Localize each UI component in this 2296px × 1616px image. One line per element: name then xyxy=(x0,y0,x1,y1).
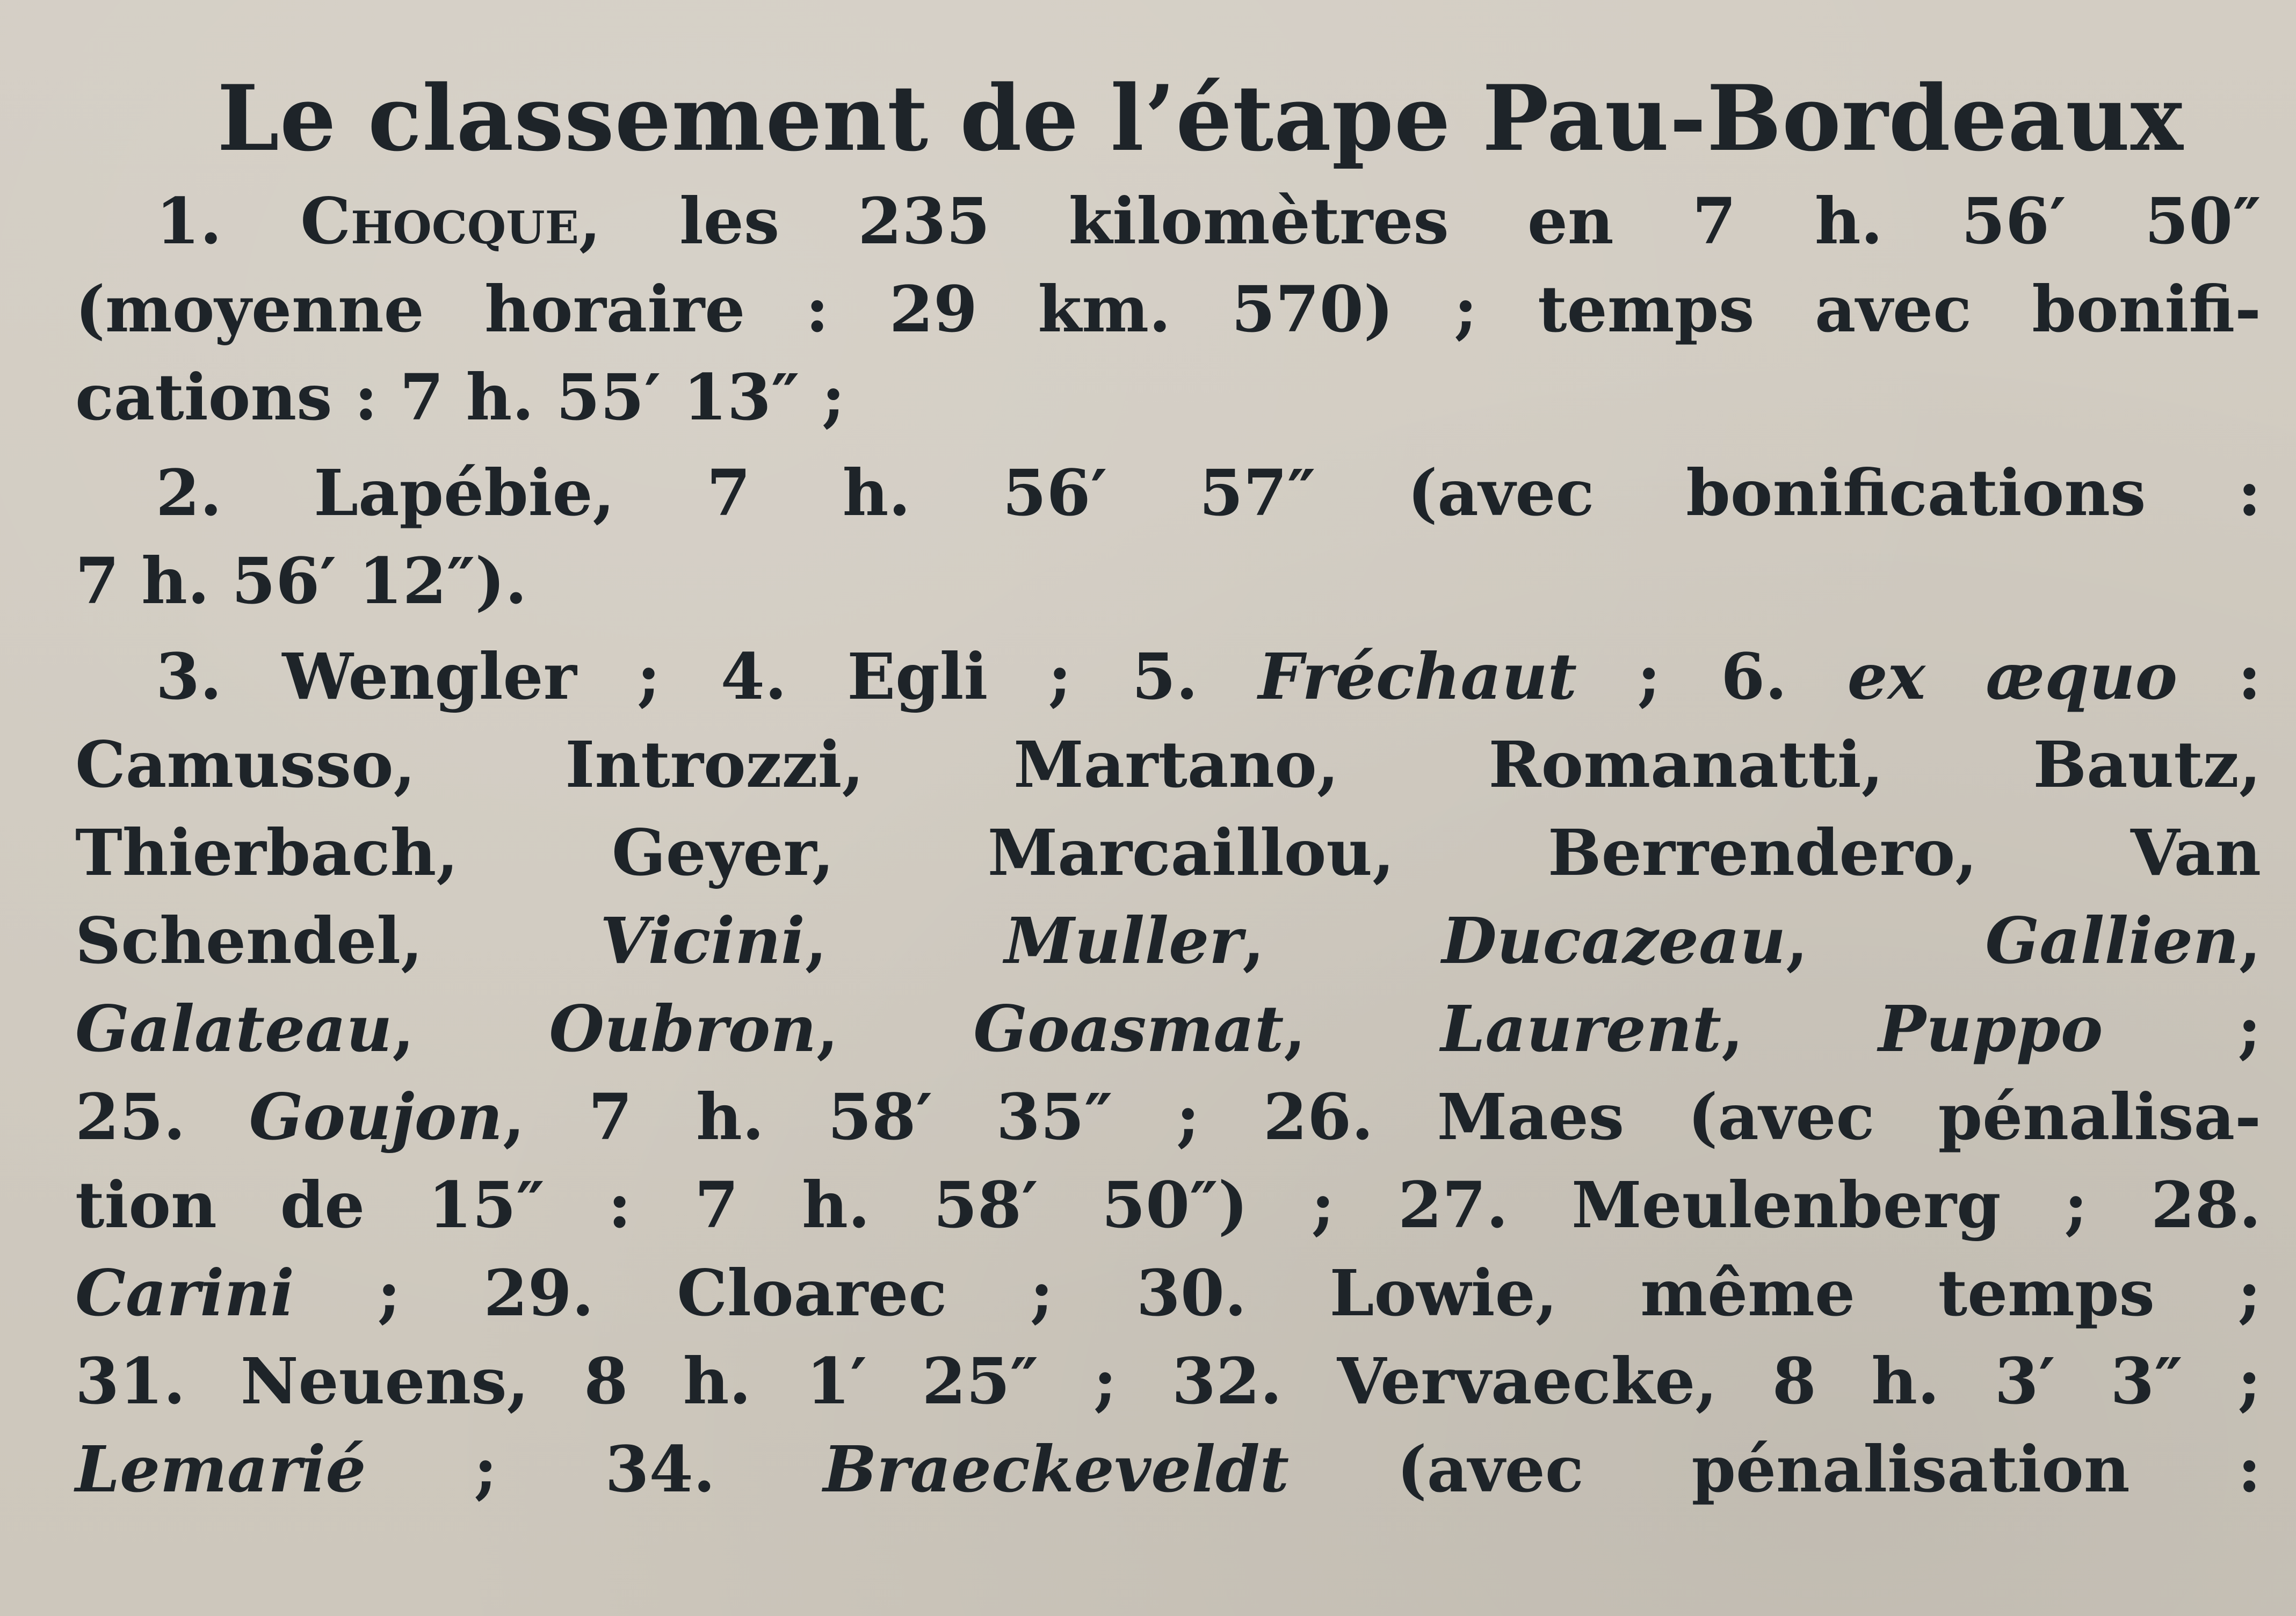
text-run: , xyxy=(1721,991,1879,1066)
text-run: , xyxy=(805,903,1004,978)
winner-time: , les 235 kilomètres en 7 h. 56′ 50″ xyxy=(578,184,2261,258)
paragraph-1-line-2: (moyenne horaire : 29 km. 570) ; temps avec bonifi- xyxy=(75,272,2261,346)
paragraph-3-line-10 xyxy=(75,1425,2261,1513)
text-run: , 7 h. 58′ 35″ ; 26. Maes (avec pénalisa- xyxy=(503,1079,2262,1154)
rider-name-italic: Laurent xyxy=(1440,991,1722,1066)
paragraph-1 xyxy=(75,177,2261,441)
paragraph-3-line-2: Camusso, Introzzi, Martano, Romanatti, Bautz, xyxy=(75,727,2261,802)
text-run: ; 34. xyxy=(366,1432,823,1506)
text-run: (avec pénalisation : xyxy=(1289,1432,2261,1506)
paragraph-2-line-2: 7 h. 56′ 12″). xyxy=(75,544,527,618)
rider-name-italic: Oubron xyxy=(549,991,817,1066)
rider-name-italic: Galateau xyxy=(75,991,393,1066)
paragraph-2-line-1: 2. Lapébie, 7 h. 56′ 57″ (avec bonifications : xyxy=(156,455,2261,530)
text-run: 3. Wengler ; 4. Egli ; 5. xyxy=(156,639,1258,714)
text-run: , xyxy=(1786,903,1986,978)
rider-name-italic: Gallien xyxy=(1985,903,2239,978)
paragraph-3-line-5 xyxy=(75,985,2261,1073)
text-run: ; 29. Cloarec ; 30. Lowie, même temps ; xyxy=(294,1256,2261,1330)
text-run: , xyxy=(816,991,974,1066)
rider-name-italic: Lemarié xyxy=(75,1432,366,1506)
article xyxy=(75,59,2261,1513)
rider-name-italic: Braeckeveldt xyxy=(823,1432,1290,1506)
paragraph-1-line-3: cations : 7 h. 55′ 13″ ; xyxy=(75,360,845,434)
text-run: Schendel, xyxy=(75,903,600,978)
text-run: , xyxy=(392,991,549,1066)
paragraph-3-line-3: Thierbach, Geyer, Marcaillou, Berrendero, Van xyxy=(75,815,2261,890)
paragraph-gap xyxy=(75,441,2261,449)
rider-name-italic: Goujon xyxy=(249,1079,503,1154)
rider-name-italic: Puppo xyxy=(1878,991,2103,1066)
paragraph-2 xyxy=(75,449,2261,625)
paragraph-3-line-7: tion de 15″ : 7 h. 58′ 50″) ; 27. Meulenberg ; 28. xyxy=(75,1168,2261,1242)
paragraph-3-line-1 xyxy=(75,633,2261,721)
rider-name-italic: Muller xyxy=(1004,903,1243,978)
paragraph-3-line-8 xyxy=(75,1249,2261,1337)
rider-name-italic: Vicini xyxy=(600,903,805,978)
paragraph-3 xyxy=(75,633,2261,1513)
paragraph-3-line-4 xyxy=(75,897,2261,985)
text-run: ; xyxy=(2103,991,2261,1066)
text-run: : xyxy=(2177,639,2261,714)
headline: Le classement de l’étape Pau-Bordeaux xyxy=(217,65,2184,171)
text-run: , xyxy=(1242,903,1442,978)
rider-name-italic: Goasmat xyxy=(973,991,1284,1066)
winner-name: Chocque xyxy=(300,184,579,258)
paragraph-gap xyxy=(75,625,2261,633)
text-run: , xyxy=(2239,903,2261,978)
text-run: 25. xyxy=(75,1079,249,1154)
rider-name-italic: Fréchaut xyxy=(1258,639,1577,714)
rider-name-italic: Ducazeau xyxy=(1442,903,1786,978)
paragraph-3-line-6 xyxy=(75,1073,2261,1161)
ex-aequo-italic: ex æquo xyxy=(1847,639,2178,714)
text-run: , xyxy=(1284,991,1441,1066)
paragraph-3-line-9: 31. Neuens, 8 h. 1′ 25″ ; 32. Vervaecke, 8 h. 3′ 3″ ; xyxy=(75,1344,2261,1418)
rank-number: 1. xyxy=(156,184,301,258)
paragraph-1-line-1 xyxy=(75,177,2261,265)
text-run: ; 6. xyxy=(1577,639,1848,714)
rider-name-italic: Carini xyxy=(75,1256,294,1330)
